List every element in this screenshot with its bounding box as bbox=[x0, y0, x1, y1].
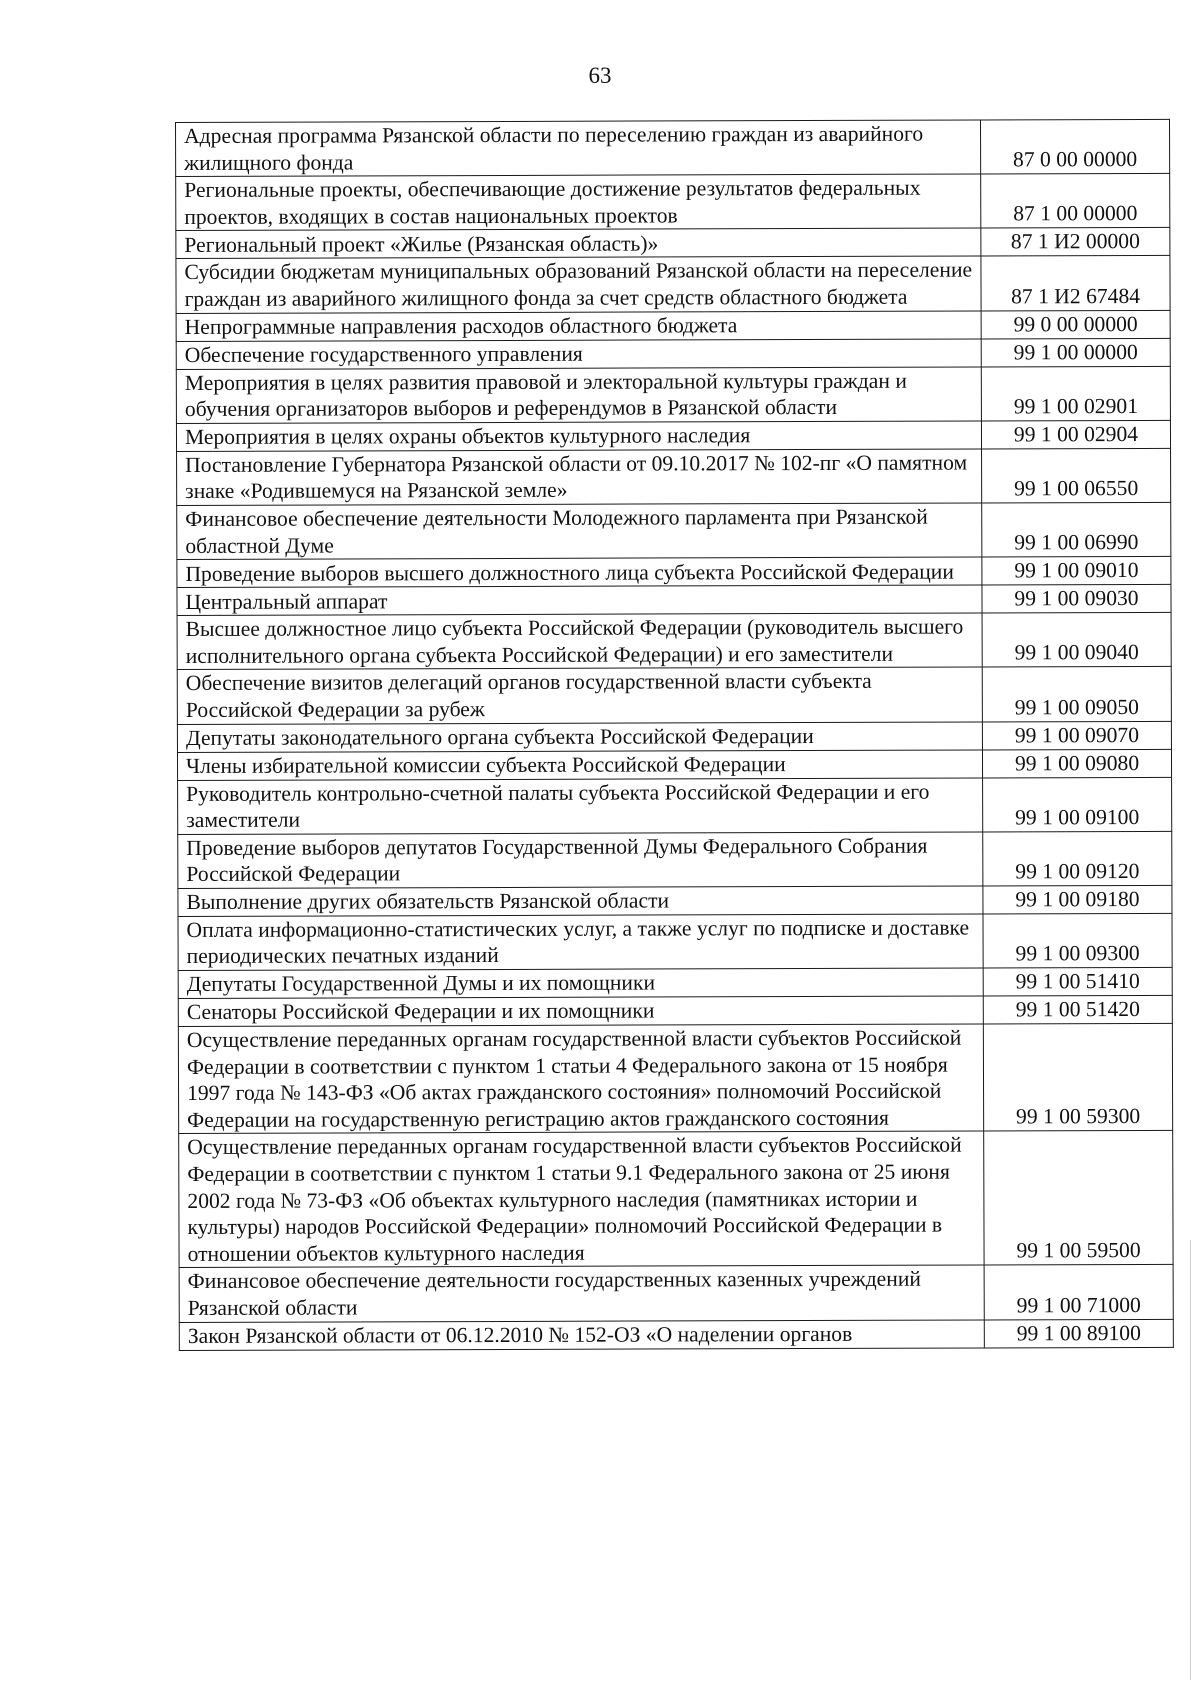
expense-item-code: 99 1 00 09050 bbox=[982, 667, 1171, 722]
expense-item-name: Субсидии бюджетам муниципальных образований Рязанской области на переселение граждан из аварийного жилищного фонда за счет средств областного бюджета bbox=[176, 256, 981, 313]
table-row bbox=[179, 1131, 1173, 1268]
expense-item-name: Высшее должностное лицо субъекта Российской Федерации (руководитель высшего исполнительного органа субъекта Российской Федерации) и его заместители bbox=[177, 613, 982, 670]
table-row bbox=[176, 228, 1170, 259]
expense-item-code: 87 1 И2 67484 bbox=[981, 256, 1170, 311]
expense-item-code: 99 1 00 09100 bbox=[983, 777, 1172, 832]
expense-item-name: Адресная программа Рязанской области по переселению граждан из аварийного жилищного фонда bbox=[176, 120, 981, 177]
expense-item-code: 99 1 00 09010 bbox=[982, 556, 1171, 585]
table-row bbox=[178, 967, 1172, 998]
expense-item-code: 87 1 00 00000 bbox=[981, 174, 1170, 229]
expense-item-name: Руководитель контрольно-счетной палаты субъекта Российской Федерации и его заместители bbox=[178, 777, 983, 834]
expense-item-code: 99 1 00 51420 bbox=[983, 995, 1172, 1024]
expense-item-name: Проведение выборов депутатов Государственной Думы Федерального Собрания Российской Федерации bbox=[178, 832, 983, 889]
expense-item-name: Сенаторы Российской Федерации и их помощники bbox=[178, 996, 983, 1027]
expense-item-name: Региональные проекты, обеспечивающие достижение результатов федеральных проектов, входящих в состав национальных проектов bbox=[176, 174, 981, 231]
expense-item-code: 87 0 00 00000 bbox=[980, 119, 1169, 174]
expense-item-name: Члены избирательной комиссии субъекта Российской Федерации bbox=[177, 749, 982, 780]
table-row bbox=[177, 584, 1171, 615]
table-row bbox=[176, 174, 1170, 231]
budget-classification-table bbox=[175, 119, 1174, 1351]
expense-item-code: 99 1 00 09300 bbox=[983, 913, 1172, 968]
expense-item-name: Постановление Губернатора Рязанской области от 09.10.2017 № 102-пг «О памятном знаке «Родившемуся на Рязанской земле» bbox=[177, 449, 982, 506]
expense-item-code: 99 1 00 59500 bbox=[984, 1131, 1173, 1266]
table-row bbox=[178, 885, 1172, 916]
expense-item-name: Осуществление переданных органам государственной власти субъектов Российской Федерации в соответствии с пунктом 1 статьи 9.1 Федерального закона от 25 июня 2002 года № 73-ФЗ «Об объектах культурного наследия (памятниках истории и культуры) народов Российской Федерации» полномочий Российской Федерации в отношении объектов культурного наследия bbox=[179, 1131, 984, 1267]
table-row bbox=[177, 749, 1171, 780]
expense-item-code: 99 1 00 06990 bbox=[982, 502, 1171, 557]
expense-item-name: Проведение выборов высшего должностного лица субъекта Российской Федерации bbox=[177, 557, 982, 588]
table-row bbox=[179, 1265, 1173, 1322]
expense-item-name: Центральный аппарат bbox=[177, 585, 982, 616]
expense-item-name: Обеспечение визитов делегаций органов государственной власти субъекта Российской Федерации за рубеж bbox=[177, 667, 982, 724]
table-row bbox=[176, 310, 1170, 341]
expense-item-code: 99 1 00 71000 bbox=[984, 1265, 1173, 1320]
table-row bbox=[177, 721, 1171, 752]
expense-item-code: 99 1 00 09030 bbox=[982, 584, 1171, 613]
expense-item-code: 99 1 00 09180 bbox=[983, 885, 1172, 914]
expense-item-name: Осуществление переданных органам государственной власти субъектов Российской Федерации в соответствии с пунктом 1 статьи 4 Федерального закона от 15 ноября 1997 года № 143-ФЗ «Об актах гражданского состояния» полномочий Российской Федерации на государственную регистрацию актов гражданского состояния bbox=[178, 1024, 983, 1134]
expense-item-code: 99 1 00 09120 bbox=[983, 831, 1172, 886]
table-row bbox=[176, 366, 1170, 423]
expense-item-code: 99 1 00 51410 bbox=[983, 967, 1172, 996]
expense-item-name: Финансовое обеспечение деятельности Молодежного парламента при Рязанской областной Думе bbox=[177, 503, 982, 560]
table-row bbox=[176, 256, 1170, 313]
table-body bbox=[176, 119, 1174, 1350]
table-row bbox=[177, 502, 1171, 559]
expense-item-name: Депутаты Государственной Думы и их помощники bbox=[178, 968, 983, 999]
table-row bbox=[177, 448, 1171, 505]
table-row bbox=[178, 831, 1172, 888]
expense-item-name: Закон Рязанской области от 06.12.2010 № 152-ОЗ «О наделении органов bbox=[179, 1320, 984, 1351]
expense-item-name: Выполнение других обязательств Рязанской области bbox=[178, 886, 983, 917]
expense-item-code: 99 0 00 00000 bbox=[981, 310, 1170, 339]
table-row bbox=[177, 612, 1171, 669]
table-row bbox=[178, 913, 1172, 970]
expense-item-code: 99 1 00 02901 bbox=[981, 366, 1170, 421]
table-row bbox=[179, 1319, 1173, 1350]
scan-edge-mark bbox=[1190, 1240, 1191, 1680]
expense-item-name: Мероприятия в целях развития правовой и электоральной культуры граждан и обучения организаторов выборов и референдумов в Рязанской области bbox=[176, 367, 981, 424]
expense-item-code: 99 1 00 00000 bbox=[981, 338, 1170, 367]
table-row bbox=[176, 338, 1170, 369]
expense-item-name: Мероприятия в целях охраны объектов культурного наследия bbox=[176, 421, 981, 452]
expense-item-code: 99 1 00 09080 bbox=[982, 749, 1171, 778]
expense-item-name: Непрограммные направления расходов областного бюджета bbox=[176, 311, 981, 342]
expense-item-name: Финансовое обеспечение деятельности государственных казенных учреждений Рязанской области bbox=[179, 1265, 984, 1322]
expense-item-name: Оплата информационно-статистических услуг, а также услуг по подписке и доставке периодических печатных изданий bbox=[178, 914, 983, 971]
page-number: 63 bbox=[588, 63, 612, 88]
expense-item-code: 99 1 00 06550 bbox=[982, 448, 1171, 503]
expense-item-code: 99 1 00 89100 bbox=[984, 1319, 1173, 1348]
expense-item-name: Обеспечение государственного управления bbox=[176, 339, 981, 370]
expense-item-name: Депутаты законодательного органа субъекта Российской Федерации bbox=[177, 721, 982, 752]
expense-item-code: 99 1 00 02904 bbox=[981, 420, 1170, 449]
table-row bbox=[176, 420, 1170, 451]
table-row bbox=[177, 556, 1171, 587]
expense-item-code: 99 1 00 09040 bbox=[982, 612, 1171, 667]
expense-item-code: 87 1 И2 00000 bbox=[981, 228, 1170, 257]
expense-item-code: 99 1 00 59300 bbox=[983, 1023, 1172, 1131]
table-row bbox=[178, 1023, 1172, 1133]
table-row bbox=[178, 777, 1172, 834]
table-row bbox=[176, 119, 1170, 176]
expense-item-code: 99 1 00 09070 bbox=[982, 721, 1171, 750]
table-row bbox=[178, 995, 1172, 1026]
table-row bbox=[177, 667, 1171, 724]
expense-item-name: Региональный проект «Жилье (Рязанская область)» bbox=[176, 228, 981, 259]
